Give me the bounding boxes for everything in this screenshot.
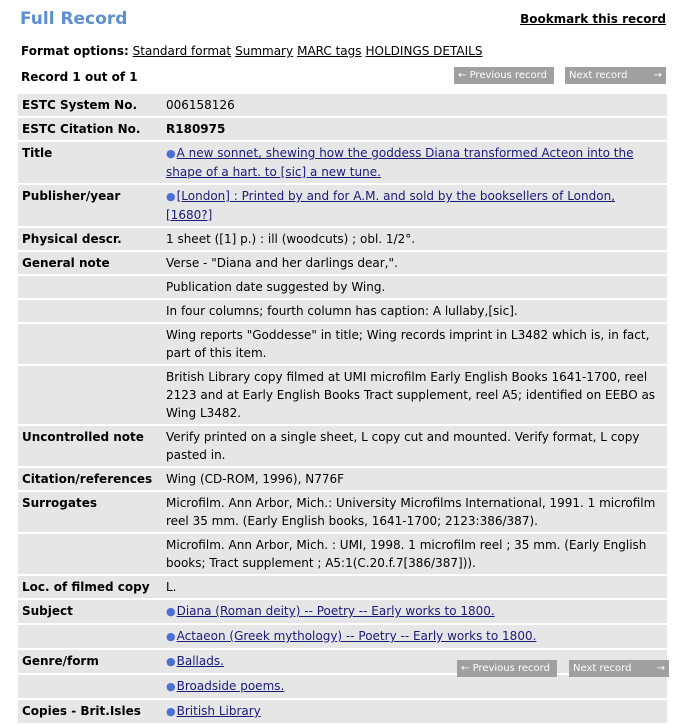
field-value: Verse - "Diana and her darlings dear,". (162, 252, 667, 274)
record-table (18, 92, 667, 725)
bullet-icon: ● (166, 190, 176, 203)
field-label-empty (18, 534, 162, 574)
table-row (18, 492, 667, 532)
table-row (18, 700, 667, 723)
subject-link[interactable]: Diana (Roman deity) -- Poetry -- Early works to 1800. (176, 604, 495, 618)
table-row (18, 142, 667, 183)
field-value: Wing (CD-ROM, 1996), N776F (162, 468, 667, 490)
table-row (18, 252, 667, 274)
table-row (18, 118, 667, 140)
table-row (18, 185, 667, 226)
field-value: Publication date suggested by Wing. (162, 276, 667, 298)
field-value (162, 185, 667, 226)
field-value: Verify printed on a single sheet, L copy cut and mounted. Verify format, L copy pasted in. (162, 426, 667, 466)
table-row (18, 600, 667, 623)
field-label-empty (18, 276, 162, 298)
field-label: Copies - Brit.Isles (18, 700, 162, 723)
publisher-link[interactable]: [London] : Printed by and for A.M. and sold by the booksellers of London, [1680?] (166, 189, 615, 222)
field-label: ESTC System No. (18, 94, 162, 116)
field-value: Wing reports "Goddesse" in title; Wing records imprint in L3482 which is, in fact, part of this item. (162, 324, 667, 364)
bullet-icon: ● (166, 630, 176, 643)
genre-link[interactable]: Broadside poems. (176, 679, 285, 693)
field-value: British Library copy filmed at UMI microfilm Early English Books 1641-1700, reel 2123 and at Early English Books Tract supplement, reel A5; identified on EEBO as Wing L3482. (162, 366, 667, 424)
previous-record-label: Previous record (472, 663, 550, 674)
arrow-left-icon: ← (461, 663, 470, 674)
bullet-icon: ● (166, 605, 176, 618)
field-value: In four columns; fourth column has caption: A lullaby,[sic]. (162, 300, 667, 322)
field-label: Genre/form (18, 650, 162, 673)
field-value: R180975 (162, 118, 667, 140)
format-marc-link[interactable]: MARC tags (297, 44, 362, 58)
field-label: General note (18, 252, 162, 274)
format-options-label: Format options: (21, 44, 129, 58)
field-label: Publisher/year (18, 185, 162, 226)
bookmark-link[interactable]: Bookmark this record (520, 12, 666, 26)
field-value: L. (162, 576, 667, 598)
table-row (18, 228, 667, 250)
table-row (18, 276, 667, 298)
next-record-button-top[interactable] (565, 67, 666, 84)
field-label: Surrogates (18, 492, 162, 532)
bullet-icon: ● (166, 705, 176, 718)
record-count: Record 1 out of 1 (21, 70, 138, 84)
table-row (18, 366, 667, 424)
field-label: Subject (18, 600, 162, 623)
format-holdings-link[interactable]: HOLDINGS DETAILS (365, 44, 483, 58)
bullet-icon: ● (166, 680, 176, 693)
copies-link[interactable]: British Library (176, 704, 261, 718)
previous-record-label: Previous record (469, 70, 547, 81)
table-row (18, 468, 667, 490)
field-value: Microfilm. Ann Arbor, Mich.: University Microfilms International, 1991. 1 microfilm reel 35 mm. (Early English books, 1641-1700; 2123:386/387). (162, 492, 667, 532)
field-label: Citation/references (18, 468, 162, 490)
format-standard-link[interactable]: Standard format (132, 44, 232, 58)
page-title: Full Record (20, 9, 128, 29)
next-record-label: Next record (573, 663, 632, 674)
table-row (18, 300, 667, 322)
field-label: Title (18, 142, 162, 183)
field-label: Physical descr. (18, 228, 162, 250)
field-value: Microfilm. Ann Arbor, Mich. : UMI, 1998. 1 microfilm reel ; 35 mm. (Early English books; Tract supplement ; A5:1(C.20.f.7[386/387])). (162, 534, 667, 574)
table-row (18, 534, 667, 574)
table-row (18, 426, 667, 466)
field-label: Loc. of filmed copy (18, 576, 162, 598)
field-value: 1 sheet ([1] p.) : ill (woodcuts) ; obl. 1/2°. (162, 228, 667, 250)
bullet-icon: ● (166, 655, 176, 668)
table-row (18, 576, 667, 598)
arrow-right-icon: → (656, 663, 665, 674)
next-record-button-bottom[interactable] (569, 660, 669, 677)
field-value (162, 675, 667, 698)
previous-record-button-top[interactable] (454, 67, 554, 84)
next-record-label: Next record (569, 70, 628, 81)
format-options (21, 44, 486, 58)
bullet-icon: ● (166, 147, 176, 160)
field-label-empty (18, 675, 162, 698)
field-label-empty (18, 625, 162, 648)
arrow-right-icon: → (653, 70, 662, 81)
field-value: 006158126 (162, 94, 667, 116)
field-label: ESTC Citation No. (18, 118, 162, 140)
field-value (162, 700, 667, 723)
field-value (162, 600, 667, 623)
table-row (18, 675, 667, 698)
field-value (162, 625, 667, 648)
title-link[interactable]: A new sonnet, shewing how the goddess Diana transformed Acteon into the shape of a hart. to [sic] a new tune. (166, 146, 634, 179)
format-summary-link[interactable]: Summary (235, 44, 294, 58)
table-row (18, 324, 667, 364)
subject-link[interactable]: Actaeon (Greek mythology) -- Poetry -- Early works to 1800. (176, 629, 537, 643)
field-label-empty (18, 324, 162, 364)
field-label-empty (18, 366, 162, 424)
genre-link[interactable]: Ballads. (176, 654, 224, 668)
field-label: Uncontrolled note (18, 426, 162, 466)
field-value (162, 142, 667, 183)
table-row (18, 625, 667, 648)
field-label-empty (18, 300, 162, 322)
arrow-left-icon: ← (458, 70, 467, 81)
previous-record-button-bottom[interactable] (457, 660, 557, 677)
table-row (18, 94, 667, 116)
